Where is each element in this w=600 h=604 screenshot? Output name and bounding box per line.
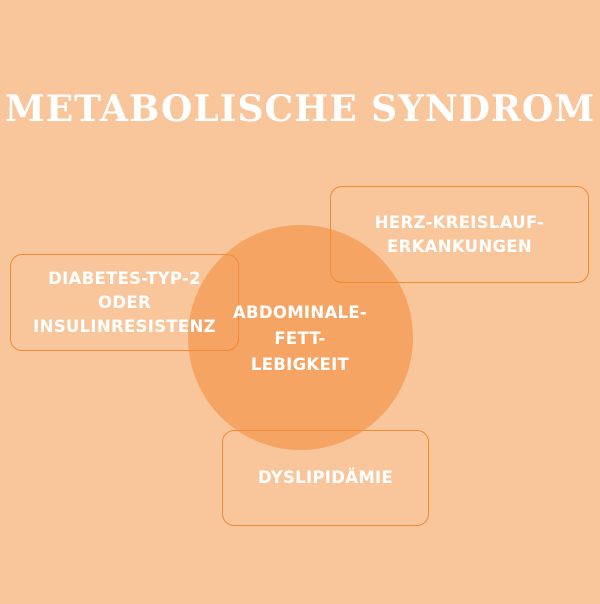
- box-dys-line-1: DYSLIPIDÄMIE: [257, 468, 394, 487]
- box-dyslipidaemie: [222, 430, 429, 526]
- box-herz-line-1: HERZ-KREISLAUF-: [374, 212, 545, 232]
- diagram-title: METABOLISCHE SYNDROM: [4, 88, 596, 130]
- box-diabetes-line-1: DIABETES-TYP-2: [48, 268, 201, 288]
- center-line-1: ABDOMINALE-: [232, 303, 368, 322]
- center-line-2: FETT-: [274, 329, 326, 348]
- box-herz-kreislauf: [330, 186, 589, 283]
- center-label: [200, 300, 400, 378]
- box-herz-line-2: ERKANKUNGEN: [387, 236, 532, 256]
- box-diabetes-line-3: INSULINRESISTENZ: [33, 316, 216, 336]
- center-line-3: LEBIGKEIT: [250, 355, 350, 374]
- box-diabetes-line-2: ODER: [98, 292, 151, 312]
